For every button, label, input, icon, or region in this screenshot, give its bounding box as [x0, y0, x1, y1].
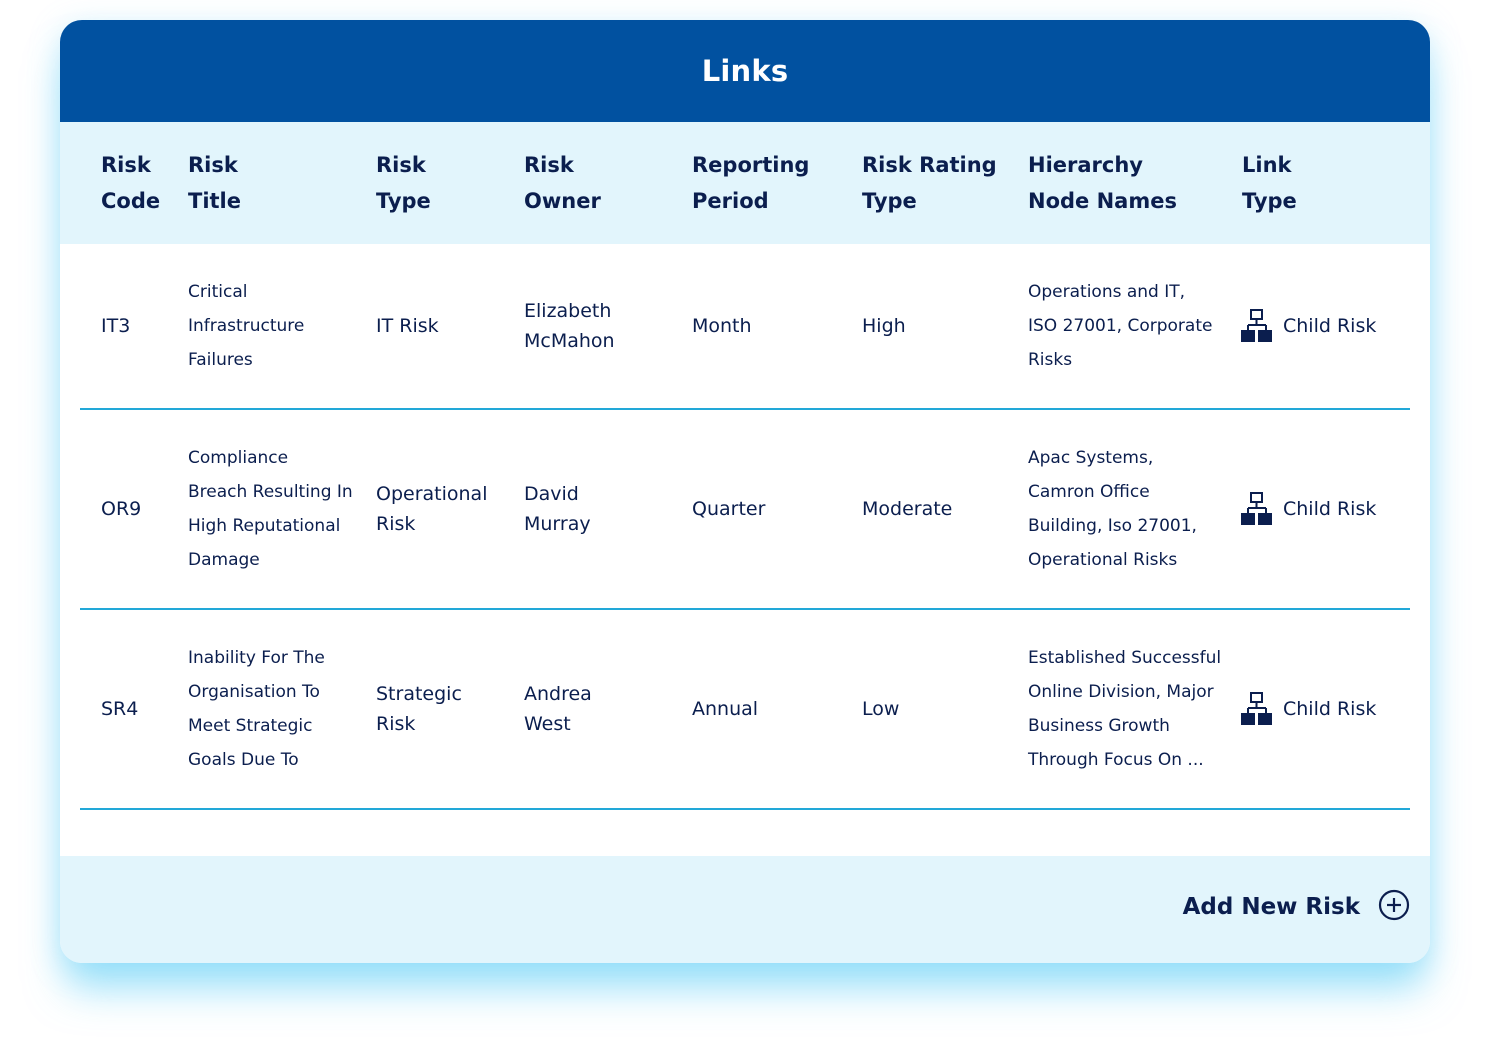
risk-code: OR9	[101, 498, 142, 520]
link-type[interactable]	[1241, 410, 1376, 608]
links-card	[60, 20, 1430, 963]
risk-title: Inability For The Organisation To Meet Strategic Goals Due To	[188, 648, 325, 770]
link-type[interactable]	[1241, 244, 1376, 408]
column-header-risk-owner[interactable]: Risk Owner	[524, 153, 601, 213]
column-header-risk-title[interactable]: Risk Title	[188, 153, 242, 213]
column-header-risk-rating-type[interactable]: Risk Rating Type	[862, 153, 997, 213]
add-new-risk-button[interactable]	[1183, 889, 1410, 925]
reporting-period: Month	[692, 315, 752, 337]
risk-type: IT Risk	[376, 315, 439, 337]
hierarchy-icon	[1241, 309, 1273, 343]
risk-rating: Moderate	[862, 498, 953, 520]
plus-circle-icon	[1378, 889, 1410, 925]
risk-type: Operational Risk	[376, 483, 488, 535]
risk-code: IT3	[101, 315, 131, 337]
reporting-period: Quarter	[692, 498, 766, 520]
table-row[interactable]	[80, 244, 1410, 410]
risk-title: Critical Infrastructure Failures	[188, 282, 305, 370]
hierarchy-node-names: Established Successful Online Division, Major Business Growth Through Focus On ...	[1028, 648, 1222, 770]
column-header-risk-code[interactable]: Risk Code	[101, 153, 161, 213]
table-footer	[60, 856, 1430, 963]
column-header-link-type[interactable]: Link Type	[1242, 153, 1297, 213]
risk-title: Compliance Breach Resulting In High Reputational Damage	[188, 448, 353, 570]
hierarchy-icon	[1241, 492, 1273, 526]
link-type[interactable]	[1241, 610, 1376, 808]
risk-rating: High	[862, 315, 906, 337]
risk-owner: Elizabeth McMahon	[524, 300, 615, 352]
table-body	[60, 244, 1430, 856]
column-header-reporting-period[interactable]: Reporting Period	[692, 153, 810, 213]
links-header	[60, 20, 1430, 122]
page-title: Links	[701, 54, 789, 88]
risk-owner: David Murray	[524, 483, 591, 535]
risk-owner: Andrea West	[524, 683, 592, 735]
risk-type: Strategic Risk	[376, 683, 462, 735]
table-row[interactable]	[80, 410, 1410, 610]
reporting-period: Annual	[692, 698, 759, 720]
add-new-risk-label: Add New Risk	[1182, 894, 1360, 920]
hierarchy-icon	[1241, 692, 1273, 726]
risk-code: SR4	[101, 698, 139, 720]
risk-rating: Low	[862, 698, 900, 720]
link-type-label: Child Risk	[1283, 698, 1377, 720]
hierarchy-node-names: Operations and IT, ISO 27001, Corporate Risks	[1028, 282, 1213, 370]
hierarchy-node-names: Apac Systems, Camron Office Building, Iso 27001, Operational Risks	[1028, 448, 1197, 570]
column-header-risk-type[interactable]: Risk Type	[376, 153, 431, 213]
table-row[interactable]	[80, 610, 1410, 810]
column-header-hierarchy-node-names[interactable]: Hierarchy Node Names	[1028, 153, 1177, 213]
link-type-label: Child Risk	[1283, 315, 1377, 337]
table-header	[60, 122, 1430, 244]
link-type-label: Child Risk	[1283, 498, 1377, 520]
